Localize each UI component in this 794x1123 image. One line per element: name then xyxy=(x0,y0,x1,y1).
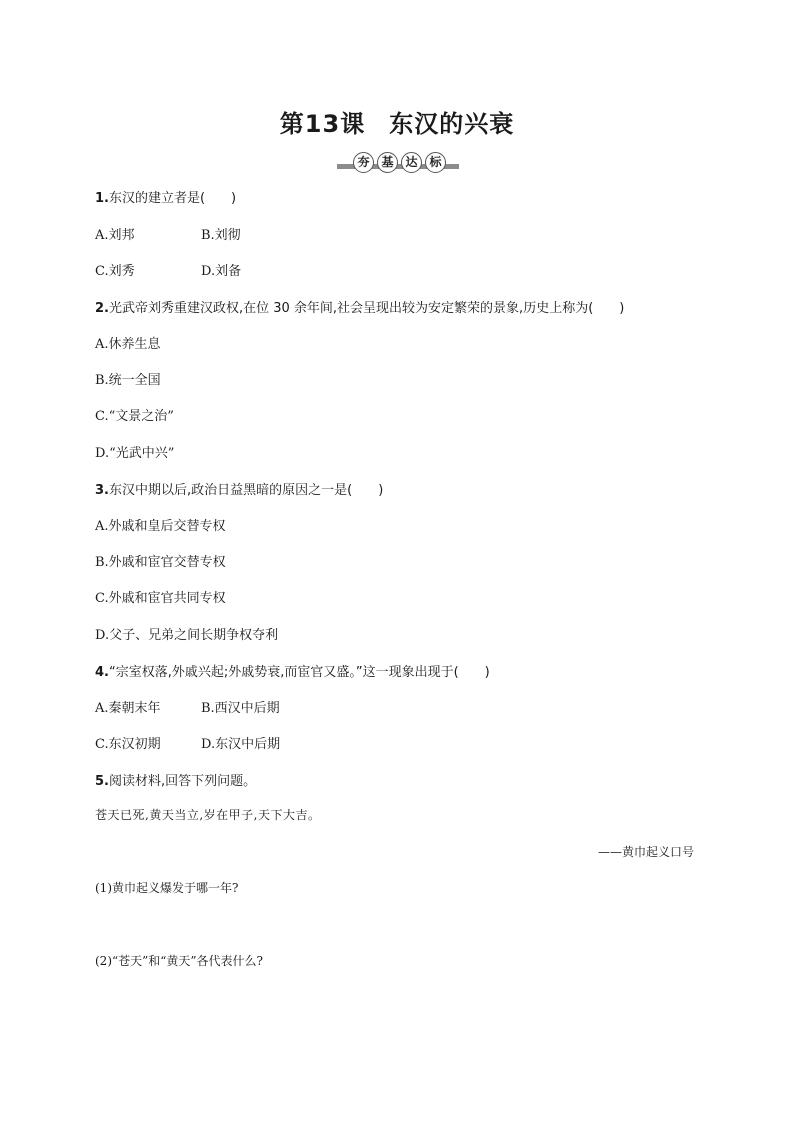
section-banner xyxy=(337,152,459,174)
question-text: 阅读材料,回答下列问题。 xyxy=(108,774,257,789)
option-c: C.外戚和宦官共同专权 xyxy=(95,591,226,606)
question-text: 光武帝刘秀重建汉政权,在位 30 余年间,社会呈现出较为安定繁荣的景象,历史上称为( ) xyxy=(108,301,625,316)
banner-char: 达 xyxy=(401,152,422,173)
option-row xyxy=(95,260,241,279)
option-d: D.东汉中后期 xyxy=(201,737,281,752)
option-a: A.刘邦 xyxy=(95,228,135,243)
page-title xyxy=(0,104,794,139)
sub-question-1: (1)黄巾起义爆发于哪一年? xyxy=(95,881,239,895)
option-a: A.外戚和皇后交替专权 xyxy=(95,519,226,534)
option-b: B.统一全国 xyxy=(95,373,161,388)
option-b: B.西汉中后期 xyxy=(201,701,280,716)
lesson-number: 第13课 xyxy=(279,110,366,138)
sub-question-2: (2)“苍天”和“黄天”各代表什么? xyxy=(95,954,263,968)
banner-char: 标 xyxy=(425,152,446,173)
material-source: ——黄巾起义口号 xyxy=(597,845,694,859)
option-c: C.东汉初期 xyxy=(95,737,161,752)
question-text: “宗室权落,外戚兴起;外戚势衰,而宦官又盛。”这一现象出现于( ) xyxy=(108,665,490,680)
question-number: 5. xyxy=(95,774,109,789)
option-b: B.外戚和宦官交替专权 xyxy=(95,555,226,570)
option-row xyxy=(95,697,280,716)
option-d: D.父子、兄弟之间长期争权夺利 xyxy=(95,628,279,643)
option-c: C.刘秀 xyxy=(95,264,135,279)
question-2 xyxy=(95,297,624,316)
option-d: D.“光武中兴” xyxy=(95,446,175,461)
option-a: A.休养生息 xyxy=(95,337,161,352)
question-text: 东汉中期以后,政治日益黑暗的原因之一是( ) xyxy=(108,483,384,498)
question-5 xyxy=(95,770,256,789)
option-d: D.刘备 xyxy=(201,264,242,279)
option-row xyxy=(95,733,280,752)
banner-char: 基 xyxy=(377,152,398,173)
banner-char: 夯 xyxy=(353,152,374,173)
question-number: 1. xyxy=(95,191,109,206)
option-row xyxy=(95,224,241,243)
material-text: 苍天已死,黄天当立,岁在甲子,天下大吉。 xyxy=(95,808,321,822)
question-1 xyxy=(95,187,236,206)
question-number: 4. xyxy=(95,665,109,680)
question-number: 2. xyxy=(95,301,109,316)
question-text: 东汉的建立者是( ) xyxy=(108,191,237,206)
question-number: 3. xyxy=(95,483,109,498)
option-a: A.秦朝末年 xyxy=(95,701,161,716)
option-b: B.刘彻 xyxy=(201,228,241,243)
question-3 xyxy=(95,479,383,498)
question-4 xyxy=(95,661,490,680)
option-c: C.“文景之治” xyxy=(95,409,174,424)
lesson-name: 东汉的兴衰 xyxy=(389,110,515,138)
